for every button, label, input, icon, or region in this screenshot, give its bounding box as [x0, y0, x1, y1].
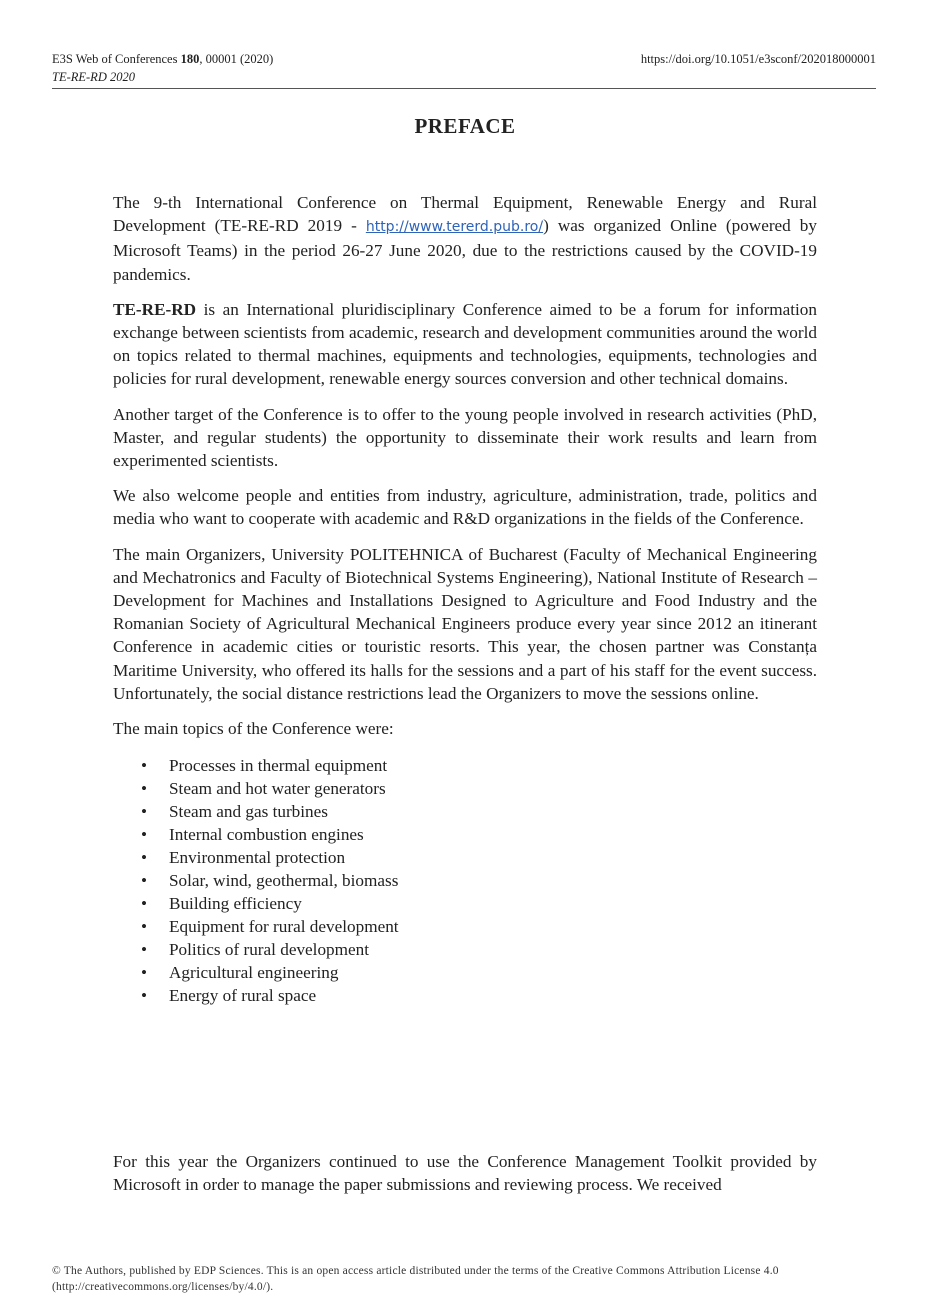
bullet-icon: •: [141, 986, 148, 1006]
list-item: [113, 800, 817, 823]
paragraph-description: [113, 298, 817, 391]
topic-label: Processes in thermal equipment: [169, 756, 388, 776]
list-item: [113, 892, 817, 915]
topic-label: Steam and hot water generators: [169, 779, 386, 799]
page-title: PREFACE: [414, 114, 516, 138]
intro-text-start: The 9-th International Conference on Thermal Equipment, Renewable Energy and Rural Development (TE-RE-RD 2019 -: [113, 193, 817, 236]
license-line: © The Authors, published by EDP Sciences. This is an open access article distributed under the terms of the Creative Commons Attribution License 4.0: [52, 1265, 779, 1277]
journal-issue: , 00001 (2020): [199, 52, 274, 66]
journal-name: E3S Web of Conferences: [52, 52, 181, 66]
list-item: [113, 915, 817, 938]
bullet-icon: •: [141, 802, 148, 822]
list-item: [113, 777, 817, 800]
list-item: [113, 869, 817, 892]
bullet-icon: •: [141, 848, 148, 868]
paragraph-organizers: The main Organizers, University POLITEHNICA of Bucharest (Faculty of Mechanical Engineering and Mechatronics and Faculty of Biotechnical Systems Engineering), National Institute of Research – Development for Machines and Installations Designed to Agriculture and Food Industry and the Romanian Society of Agricultural Mechanical Engineers produce every year since 2012 an itinerant Conference in academic cities or touristic resorts. This year, the chosen partner was Constanța Maritime University, who offered its halls for the sessions and a part of his staff for the event success. Unfortunately, the social distance restrictions lead the Organizers to move the sessions online.: [113, 544, 817, 703]
conference-link[interactable]: http://www.tererd.pub.ro/: [365, 219, 544, 236]
conference-tag: TE-RE-RD 2020: [52, 70, 135, 84]
list-item: [113, 938, 817, 961]
topic-label: Solar, wind, geothermal, biomass: [169, 871, 399, 891]
list-item: [113, 846, 817, 869]
intro-text-end: ) was organized Online (powered by Microsoft Teams) in the period 26-27 June 2020, due to the restrictions caused by the COVID-19 pandemics.: [113, 216, 817, 284]
bullet-icon: •: [141, 871, 148, 891]
topic-label: Agricultural engineering: [169, 963, 339, 983]
bullet-icon: •: [141, 894, 148, 914]
bullet-icon: •: [141, 940, 148, 960]
conference-acronym: TE-RE-RD: [113, 299, 197, 319]
topic-label: Steam and gas turbines: [169, 802, 328, 822]
running-header: [52, 50, 876, 86]
bullet-icon: •: [141, 825, 148, 845]
license-url: (http://creativecommons.org/licenses/by/4.0/).: [52, 1281, 274, 1293]
list-item: [113, 961, 817, 984]
bullet-icon: •: [141, 963, 148, 983]
bullet-icon: •: [141, 756, 148, 776]
license-footer: [52, 1263, 876, 1295]
paragraph-target: Another target of the Conference is to offer to the young people involved in research activities (PhD, Master, and regular students) the opportunity to disseminate their work results and learn from experimented scientists.: [113, 404, 817, 471]
topic-label: Energy of rural space: [169, 986, 317, 1006]
bullet-icon: •: [141, 917, 148, 937]
list-item: [113, 984, 817, 1007]
bullet-icon: •: [141, 779, 148, 799]
topic-label: Politics of rural development: [169, 940, 369, 960]
journal-volume: 180: [180, 52, 200, 66]
list-item: [113, 754, 817, 777]
topic-label: Environmental protection: [169, 848, 346, 868]
topic-label: Internal combustion engines: [169, 825, 364, 845]
topics-intro: The main topics of the Conference were:: [113, 719, 394, 739]
paragraph-intro: [113, 191, 817, 286]
paragraph-welcome: We also welcome people and entities from industry, agriculture, administration, trade, politics and media who want to cooperate with academic and R&D organizations in the fields of the Conference.: [113, 486, 817, 529]
header-divider: [52, 88, 876, 89]
list-item: [113, 823, 817, 846]
topics-list: [113, 754, 817, 1007]
topic-label: Building efficiency: [169, 894, 302, 914]
journal-citation: [52, 50, 273, 68]
description-text: is an International pluridisciplinary Conference aimed to be a forum for information exchange between scientists from academic, research and development communities around the world on topics related to thermal machines, equipments and technologies, equipments, technologies and policies for rural development, renewable energy sources conversion and other technical domains.: [113, 299, 817, 389]
doi-text: https://doi.org/10.1051/e3sconf/202018000001: [640, 52, 876, 66]
paragraph-closing: For this year the Organizers continued to use the Conference Management Toolkit provided by Microsoft in order to manage the paper submissions and reviewing process. We received: [113, 1152, 817, 1195]
preface-body: [113, 191, 817, 1007]
topic-label: Equipment for rural development: [169, 917, 399, 937]
